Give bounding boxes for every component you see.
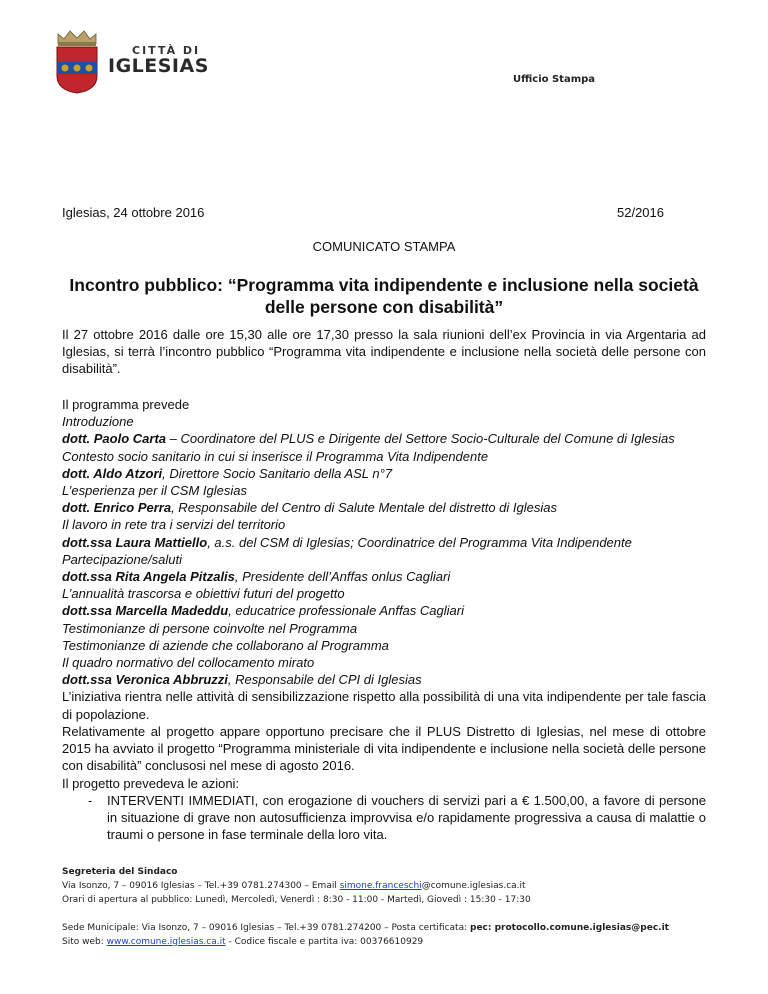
- pec-address: pec: protocollo.comune.iglesias@pec.it: [470, 923, 669, 933]
- list-item: [62, 792, 706, 844]
- bullet-dash: -: [88, 792, 93, 808]
- speaker-name: dott. Aldo Atzori: [62, 465, 163, 481]
- document-label: COMUNICATO STAMPA: [312, 239, 456, 254]
- speaker-role: , Responsabile del Centro di Salute Mentale del distretto di Iglesias: [171, 500, 557, 516]
- city-name: IGLESIAS: [108, 55, 209, 77]
- speaker-name: dott. Enrico Perra: [62, 500, 172, 516]
- program-speaker: [62, 534, 706, 551]
- email-link[interactable]: simone.franceschi: [339, 881, 422, 891]
- footer-secretariat: [62, 865, 722, 907]
- program-speaker: [62, 430, 706, 447]
- address-text: Via Isonzo, 7 – 09016 Iglesias – Tel.+39 0781.274300 – Email: [62, 881, 340, 891]
- program-topic: L’esperienza per il CSM Iglesias: [62, 483, 247, 499]
- intro-paragraph: Il 27 ottobre 2016 dalle ore 15,30 alle ore 17,30 presso la sala riunioni dell’ex Provincia in via Argentaria ad Iglesias, si terrà l’incontro pubblico “Programma vita indipendente e inclusione nella società delle persone con disabilità”.: [62, 327, 706, 377]
- website-link[interactable]: www.comune.iglesias.ca.it: [106, 937, 226, 947]
- program-closing: L’iniziativa rientra nelle attività di sensibilizzazione rispetto alla possibilità di una vita indipendente per tale fascia di popolazione.: [62, 689, 706, 722]
- city-label: CITTÀ DI: [132, 44, 201, 57]
- bullet-text: INTERVENTI IMMEDIATI, con erogazione di vouchers di servizi pari a € 1.500,00, a favore di persone in situazione di grave non autosufficienza improvvisa e/o rapidamente progressiva a causa di malattie o traumi o persone in fase terminale della loro vita.: [107, 792, 706, 843]
- place-date: Iglesias, 24 ottobre 2016: [62, 205, 205, 220]
- program-topic: Partecipazione/saluti: [62, 551, 182, 567]
- program-heading: Il programma prevede: [62, 397, 190, 412]
- program-speaker: [62, 499, 706, 516]
- page-header: [0, 0, 768, 110]
- actions-heading: Il progetto prevedeva le azioni:: [62, 775, 240, 791]
- speaker-name: dott. Paolo Carta: [62, 431, 167, 447]
- speaker-role: , educatrice professionale Anffas Cagliari: [228, 603, 464, 619]
- program-speaker: [62, 602, 706, 619]
- footer-title: Segreteria del Sindaco: [62, 867, 178, 877]
- project-paragraph: Relativamente al progetto appare opportuno precisare che il PLUS Distretto di Iglesias, nel mese di ottobre 2015 ha avviato il progetto “Programma ministeriale di vita indipendente e inclusione nella società delle persone con disabilità” conclusosi nel mese di agosto 2016.: [62, 724, 706, 774]
- speaker-role: – Coordinatore del PLUS e Dirigente del Settore Socio-Culturale del Comune di Iglesias: [166, 431, 675, 447]
- program-speaker: [62, 671, 706, 688]
- program-topic: Testimonianze di persone coinvolte nel Programma: [62, 620, 358, 636]
- site-prefix: Sito web:: [62, 937, 107, 947]
- speaker-role: , Direttore Socio Sanitario della ASL n°7: [162, 465, 393, 481]
- program-topic: Testimonianze di aziende che collaborano al Programma: [62, 637, 389, 653]
- speaker-name: dott.ssa Marcella Madeddu: [62, 603, 229, 619]
- speaker-name: dott.ssa Rita Angela Pitzalis: [62, 569, 235, 585]
- site-suffix: - Codice fiscale e partita iva: 00376610929: [225, 937, 424, 947]
- speaker-role: , Presidente dell’Anffas onlus Cagliari: [234, 569, 451, 585]
- project-section: [62, 723, 706, 843]
- city-crest-logo: [52, 28, 102, 94]
- email-domain: @comune.iglesias.ca.it: [421, 881, 526, 891]
- speaker-name: dott.ssa Laura Mattiello: [62, 534, 208, 550]
- speaker-role: , a.s. del CSM di Iglesias; Coordinatrice del Programma Vita Indipendente: [207, 534, 632, 550]
- program-speaker: [62, 465, 706, 482]
- document-number: 52/2016: [617, 205, 664, 220]
- speaker-role: , Responsabile del CPI di Iglesias: [227, 672, 422, 688]
- office-label: Ufficio Stampa: [513, 74, 596, 85]
- seat-text: Sede Municipale: Via Isonzo, 7 – 09016 Iglesias – Tel.+39 0781.274200 – Posta certificata:: [62, 923, 470, 933]
- program-speaker: [62, 568, 706, 585]
- program-topic: Introduzione: [62, 414, 134, 430]
- footer-hours: Orari di apertura al pubblico: Lunedì, Mercoledì, Venerdì : 8:30 - 11:00 - Martedì, Giovedì : 15:30 - 17:30: [62, 895, 531, 905]
- site-line: [62, 935, 722, 949]
- footer-seat: [62, 921, 722, 949]
- program-topic: L’annualità trascorsa e obiettivi futuri del progetto: [62, 586, 345, 602]
- program-section: [62, 396, 706, 723]
- page-title: Incontro pubblico: “Programma vita indipendente e inclusione nella società delle persone con disabilità”: [69, 275, 699, 317]
- speaker-name: dott.ssa Veronica Abbruzzi: [62, 672, 228, 688]
- seat-line: [62, 921, 722, 935]
- program-topic: Il lavoro in rete tra i servizi del territorio: [62, 517, 286, 533]
- program-topic: Contesto socio sanitario in cui si inserisce il Programma Vita Indipendente: [62, 448, 489, 464]
- footer-address: [62, 879, 722, 893]
- program-topic: Il quadro normativo del collocamento mirato: [62, 655, 315, 671]
